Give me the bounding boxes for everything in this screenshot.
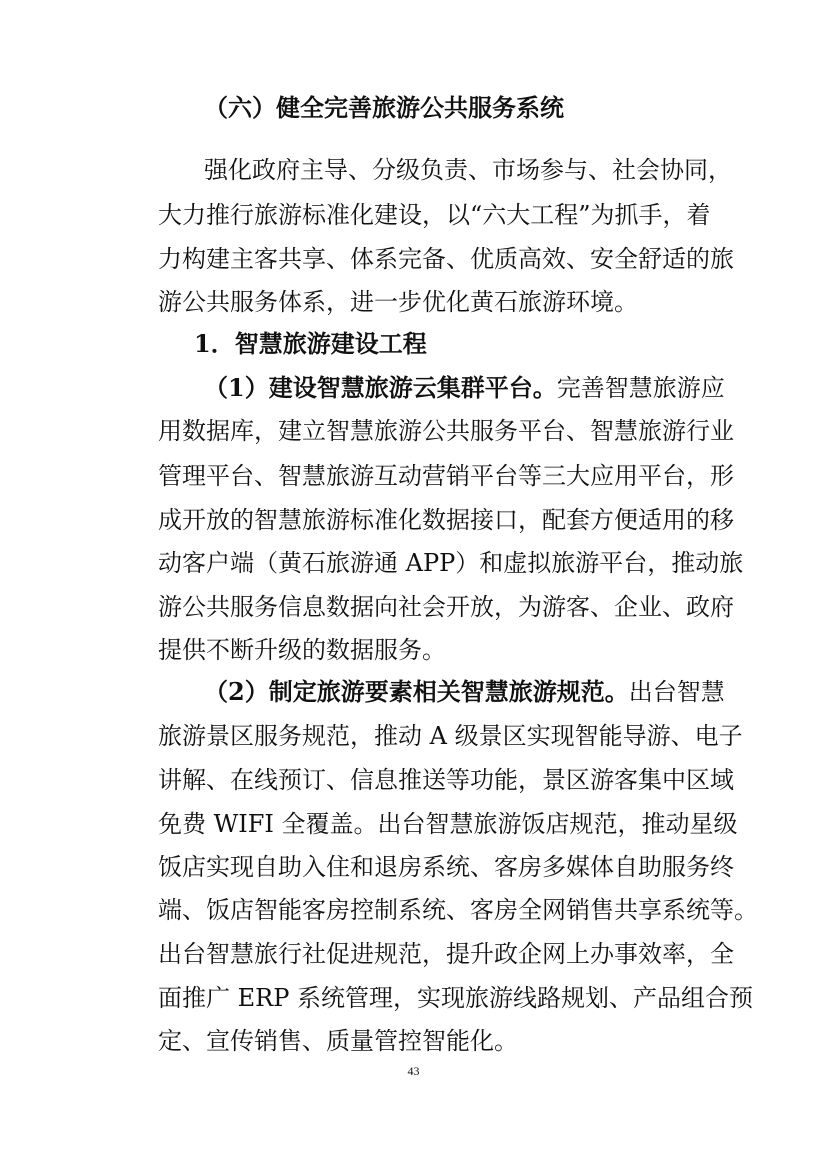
paragraph-line: 端、饭店智能客房控制系统、客房全网销售共享系统等。 <box>158 896 758 924</box>
page-number: 43 <box>407 1064 420 1078</box>
paragraph-first-line <box>204 373 725 403</box>
paragraph-line: 游公共服务体系，进一步优化黄石旅游环境。 <box>158 288 638 316</box>
paragraph-line: 面推广 ERP 系统管理，实现旅游线路规划、产品组合预 <box>158 984 753 1012</box>
item1-first-line-text: 完善智慧旅游应 <box>556 374 725 402</box>
item2-title: （2）制定旅游要素相关智慧旅游规范。 <box>204 677 629 706</box>
paragraph-first-line <box>204 677 725 707</box>
paragraph-line: 饭店实现自助入住和退房系统、客房多媒体自助服务终 <box>158 853 734 881</box>
paragraph-line: 免费 WIFI 全覆盖。出台智慧旅游饭店规范，推动星级 <box>158 810 738 838</box>
paragraph-line: 用数据库，建立智慧旅游公共服务平台、智慧旅游行业 <box>158 417 734 445</box>
paragraph-line: 强化政府主导、分级负责、市场参与、社会协同， <box>204 156 732 184</box>
paragraph-line: 成开放的智慧旅游标准化数据接口，配套方便适用的移 <box>158 506 734 534</box>
paragraph-line: 大力推行旅游标准化建设，以“六大工程”为抓手，着 <box>158 201 711 229</box>
paragraph-line: 提供不断升级的数据服务。 <box>158 636 446 664</box>
subsection-heading: 1．智慧旅游建设工程 <box>194 329 427 358</box>
paragraph-line: 讲解、在线预订、信息推送等功能，景区游客集中区域 <box>158 766 734 794</box>
paragraph-line: 旅游景区服务规范，推动 A 级景区实现智能导游、电子 <box>158 722 743 750</box>
paragraph-line: 管理平台、智慧旅游互动营销平台等三大应用平台，形 <box>158 462 734 490</box>
paragraph-line: 出台智慧旅行社促进规范，提升政企网上办事效率，全 <box>158 940 734 968</box>
paragraph-line: 动客户端（黄石旅游通 APP）和虚拟旅游平台，推动旅 <box>158 549 744 577</box>
paragraph-line: 力构建主客共享、体系完备、优质高效、安全舒适的旅 <box>158 245 734 273</box>
paragraph-line: 定、宣传销售、质量管控智能化。 <box>158 1027 518 1055</box>
item1-title: （1）建设智慧旅游云集群平台。 <box>204 373 557 402</box>
item2-first-line-text: 出台智慧 <box>628 678 725 706</box>
paragraph-line: 游公共服务信息数据向社会开放，为游客、企业、政府 <box>158 593 734 621</box>
section-heading: （六）健全完善旅游公共服务系统 <box>204 93 564 122</box>
